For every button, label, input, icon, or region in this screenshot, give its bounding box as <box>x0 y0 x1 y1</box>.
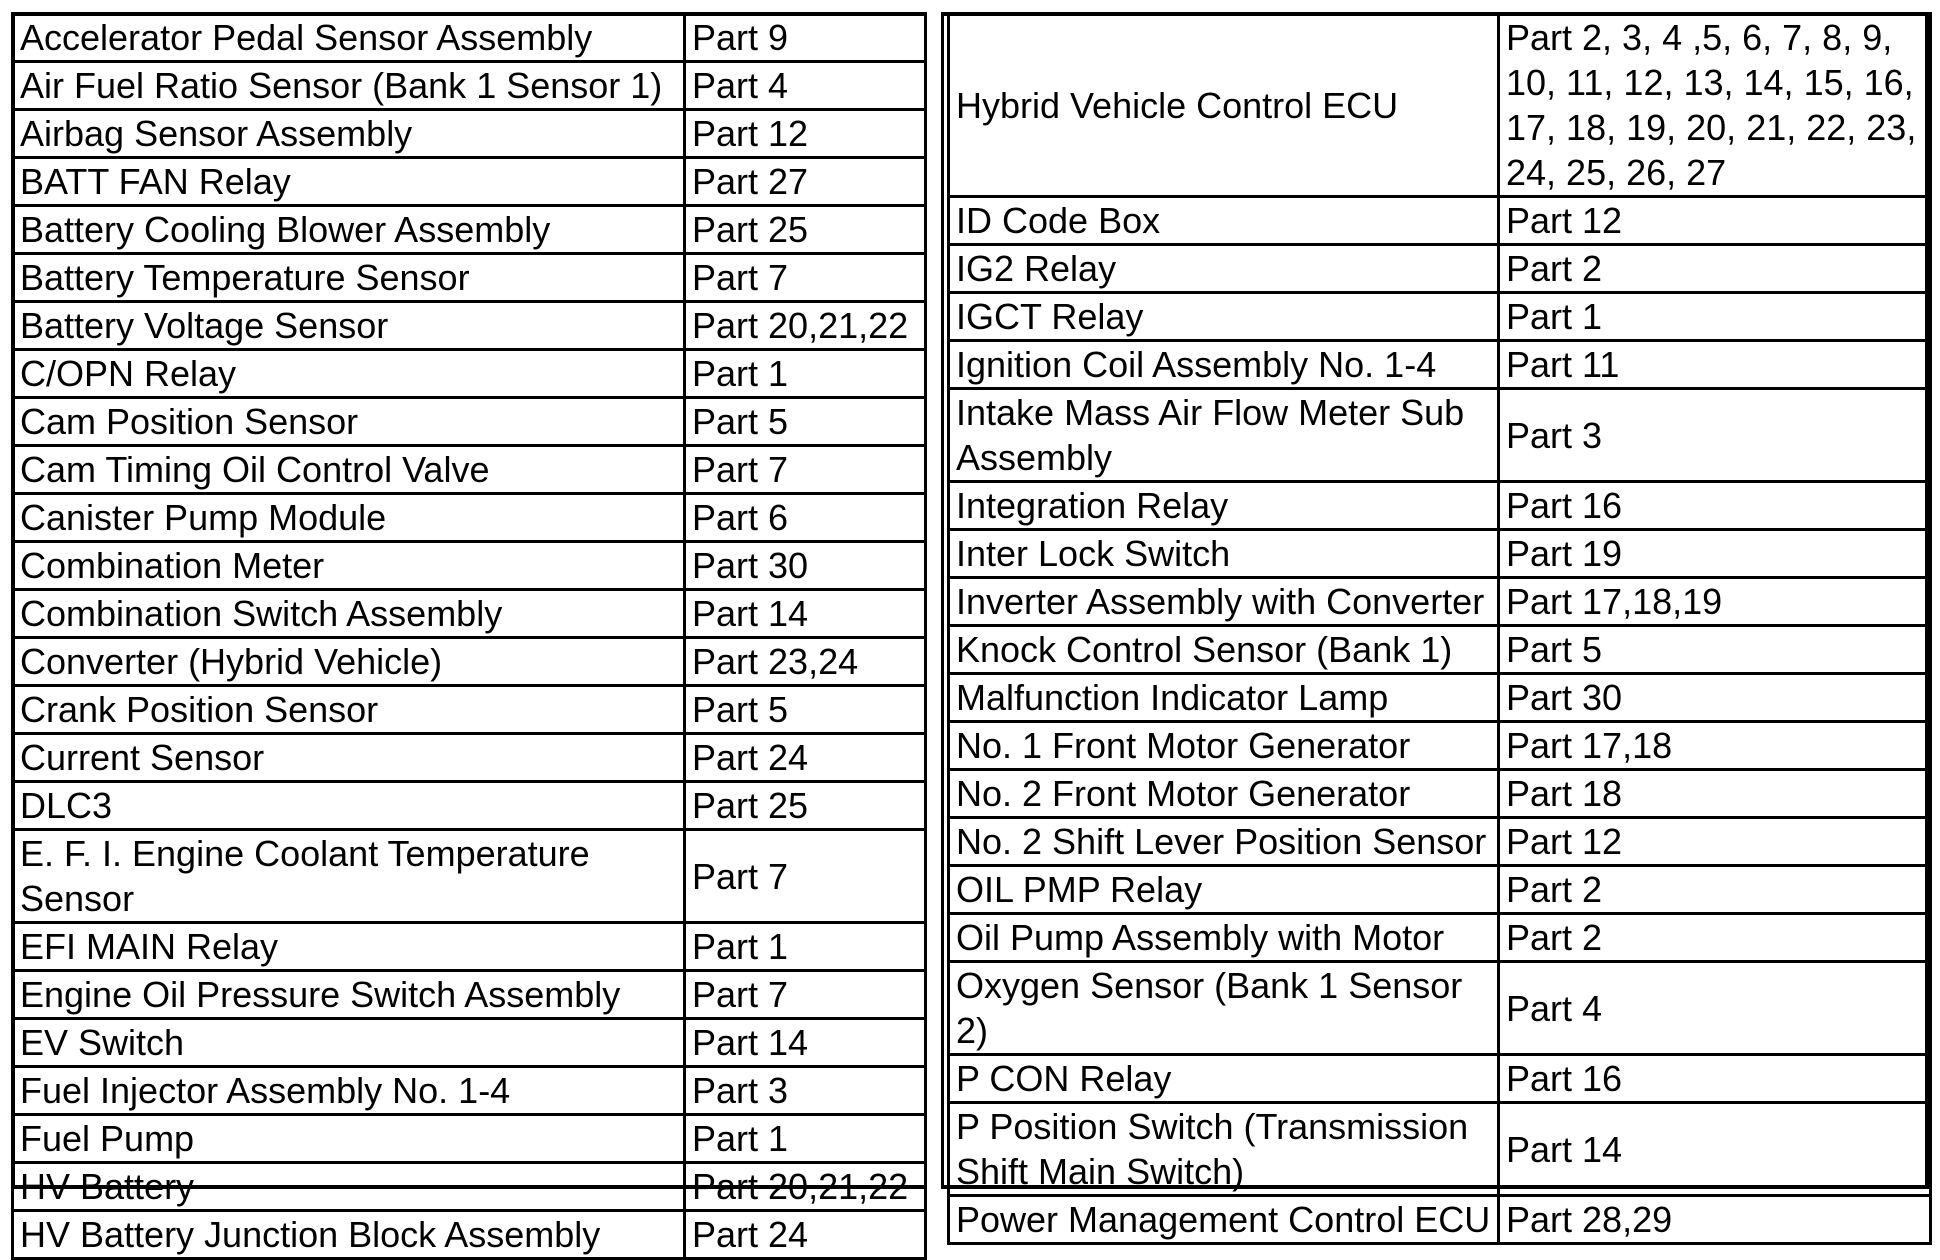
component-name: Cam Timing Oil Control Valve <box>13 446 685 494</box>
component-name: IGCT Relay <box>949 293 1499 341</box>
component-name: Battery Temperature Sensor <box>13 254 685 302</box>
component-name: Oxygen Sensor (Bank 1 Sensor 2) <box>949 962 1499 1055</box>
component-name: Combination Switch Assembly <box>13 590 685 638</box>
parts-table-right <box>947 12 1932 1245</box>
part-reference: Part 18 <box>1499 770 1931 818</box>
part-reference: Part 28,29 <box>1499 1196 1931 1244</box>
component-name: Hybrid Vehicle Control ECU <box>949 14 1499 197</box>
table-row <box>13 494 926 542</box>
component-name: P CON Relay <box>949 1055 1499 1103</box>
part-reference: Part 30 <box>685 542 926 590</box>
part-reference: Part 7 <box>685 254 926 302</box>
part-reference: Part 14 <box>685 590 926 638</box>
table-row <box>949 914 1931 962</box>
component-name: Crank Position Sensor <box>13 686 685 734</box>
table-row <box>949 341 1931 389</box>
part-reference: Part 12 <box>1499 818 1931 866</box>
part-reference: Part 27 <box>685 158 926 206</box>
part-reference: Part 6 <box>685 494 926 542</box>
component-name: Current Sensor <box>13 734 685 782</box>
table-row <box>13 350 926 398</box>
component-name: HV Battery Junction Block Assembly <box>13 1211 685 1259</box>
parts-table-left <box>11 12 927 1260</box>
table-row <box>13 542 926 590</box>
component-name: Airbag Sensor Assembly <box>13 110 685 158</box>
table-row <box>13 254 926 302</box>
table-row <box>949 1103 1931 1196</box>
table-row <box>13 830 926 923</box>
component-name: Intake Mass Air Flow Meter Sub Assembly <box>949 389 1499 482</box>
component-name: HV Battery <box>13 1163 685 1211</box>
table-row <box>949 1196 1931 1244</box>
component-name: Oil Pump Assembly with Motor <box>949 914 1499 962</box>
table-row <box>13 446 926 494</box>
table-row <box>13 1211 926 1259</box>
component-name: P Position Switch (Transmission Shift Main Switch) <box>949 1103 1499 1196</box>
part-reference: Part 9 <box>685 14 926 62</box>
component-name: ID Code Box <box>949 197 1499 245</box>
part-reference: Part 14 <box>685 1019 926 1067</box>
table-row <box>13 638 926 686</box>
part-reference: Part 2 <box>1499 866 1931 914</box>
component-name: Converter (Hybrid Vehicle) <box>13 638 685 686</box>
component-name: Malfunction Indicator Lamp <box>949 674 1499 722</box>
part-reference: Part 3 <box>685 1067 926 1115</box>
table-row <box>13 590 926 638</box>
table-row <box>13 110 926 158</box>
component-name: OIL PMP Relay <box>949 866 1499 914</box>
table-row <box>949 674 1931 722</box>
component-name: Accelerator Pedal Sensor Assembly <box>13 14 685 62</box>
table-row <box>949 389 1931 482</box>
table-row <box>13 686 926 734</box>
table-row <box>13 14 926 62</box>
component-name: IG2 Relay <box>949 245 1499 293</box>
component-name: BATT FAN Relay <box>13 158 685 206</box>
component-name: Power Management Control ECU <box>949 1196 1499 1244</box>
component-name: E. F. I. Engine Coolant Temperature Sensor <box>13 830 685 923</box>
table-row <box>13 971 926 1019</box>
component-name: Canister Pump Module <box>13 494 685 542</box>
column-divider <box>924 12 944 1189</box>
component-name: Combination Meter <box>13 542 685 590</box>
table-row <box>949 626 1931 674</box>
table-row <box>949 818 1931 866</box>
table-row <box>13 302 926 350</box>
part-reference: Part 30 <box>1499 674 1931 722</box>
part-reference: Part 11 <box>1499 341 1931 389</box>
part-reference: Part 5 <box>1499 626 1931 674</box>
part-reference: Part 5 <box>685 686 926 734</box>
table-row <box>949 866 1931 914</box>
component-name: Engine Oil Pressure Switch Assembly <box>13 971 685 1019</box>
component-name: Fuel Pump <box>13 1115 685 1163</box>
part-reference: Part 1 <box>685 350 926 398</box>
part-reference: Part 1 <box>685 1115 926 1163</box>
part-reference: Part 5 <box>685 398 926 446</box>
component-name: Knock Control Sensor (Bank 1) <box>949 626 1499 674</box>
table-row <box>949 962 1931 1055</box>
part-reference: Part 1 <box>685 923 926 971</box>
part-reference: Part 2 <box>1499 245 1931 293</box>
part-reference: Part 24 <box>685 734 926 782</box>
component-name: Air Fuel Ratio Sensor (Bank 1 Sensor 1) <box>13 62 685 110</box>
table-row <box>949 14 1931 197</box>
part-reference: Part 1 <box>1499 293 1931 341</box>
part-reference: Part 7 <box>685 446 926 494</box>
table-row <box>13 782 926 830</box>
part-reference: Part 20,21,22 <box>685 302 926 350</box>
component-name: No. 1 Front Motor Generator <box>949 722 1499 770</box>
part-reference: Part 4 <box>685 62 926 110</box>
table-row <box>949 197 1931 245</box>
part-reference: Part 2 <box>1499 914 1931 962</box>
component-name: Fuel Injector Assembly No. 1-4 <box>13 1067 685 1115</box>
table-row <box>13 734 926 782</box>
part-reference: Part 16 <box>1499 482 1931 530</box>
component-name: No. 2 Shift Lever Position Sensor <box>949 818 1499 866</box>
part-reference: Part 23,24 <box>685 638 926 686</box>
component-name: Integration Relay <box>949 482 1499 530</box>
component-name: Inverter Assembly with Converter <box>949 578 1499 626</box>
part-reference: Part 14 <box>1499 1103 1931 1196</box>
part-reference: Part 17,18 <box>1499 722 1931 770</box>
component-name: C/OPN Relay <box>13 350 685 398</box>
table-row <box>949 578 1931 626</box>
table-row <box>13 923 926 971</box>
component-name: Battery Cooling Blower Assembly <box>13 206 685 254</box>
part-reference: Part 17,18,19 <box>1499 578 1931 626</box>
table-row <box>949 530 1931 578</box>
part-reference: Part 25 <box>685 206 926 254</box>
table-row <box>949 1055 1931 1103</box>
part-reference: Part 25 <box>685 782 926 830</box>
table-row <box>949 770 1931 818</box>
table-row <box>949 245 1931 293</box>
part-reference: Part 19 <box>1499 530 1931 578</box>
table-row <box>13 1163 926 1211</box>
table-row <box>13 1019 926 1067</box>
part-reference: Part 24 <box>685 1211 926 1259</box>
component-name: No. 2 Front Motor Generator <box>949 770 1499 818</box>
component-name: EV Switch <box>13 1019 685 1067</box>
table-row <box>13 1115 926 1163</box>
part-reference: Part 2, 3, 4 ,5, 6, 7, 8, 9, 10, 11, 12, 13, 14, 15, 16, 17, 18, 19, 20, 21, 22, 23, 24, 25, 26, 27 <box>1499 14 1931 197</box>
table-row <box>13 62 926 110</box>
table-row <box>949 722 1931 770</box>
part-reference: Part 16 <box>1499 1055 1931 1103</box>
part-reference: Part 4 <box>1499 962 1931 1055</box>
component-name: Inter Lock Switch <box>949 530 1499 578</box>
part-reference: Part 7 <box>685 971 926 1019</box>
component-name: Battery Voltage Sensor <box>13 302 685 350</box>
component-name: EFI MAIN Relay <box>13 923 685 971</box>
part-reference: Part 12 <box>1499 197 1931 245</box>
part-reference: Part 12 <box>685 110 926 158</box>
table-row <box>13 398 926 446</box>
table-row <box>13 206 926 254</box>
component-name: Ignition Coil Assembly No. 1-4 <box>949 341 1499 389</box>
table-row <box>13 158 926 206</box>
part-reference: Part 20,21,22 <box>685 1163 926 1211</box>
component-name: Cam Position Sensor <box>13 398 685 446</box>
part-reference: Part 3 <box>1499 389 1931 482</box>
table-row <box>13 1067 926 1115</box>
part-reference: Part 7 <box>685 830 926 923</box>
table-row <box>949 293 1931 341</box>
table-row <box>949 482 1931 530</box>
component-name: DLC3 <box>13 782 685 830</box>
